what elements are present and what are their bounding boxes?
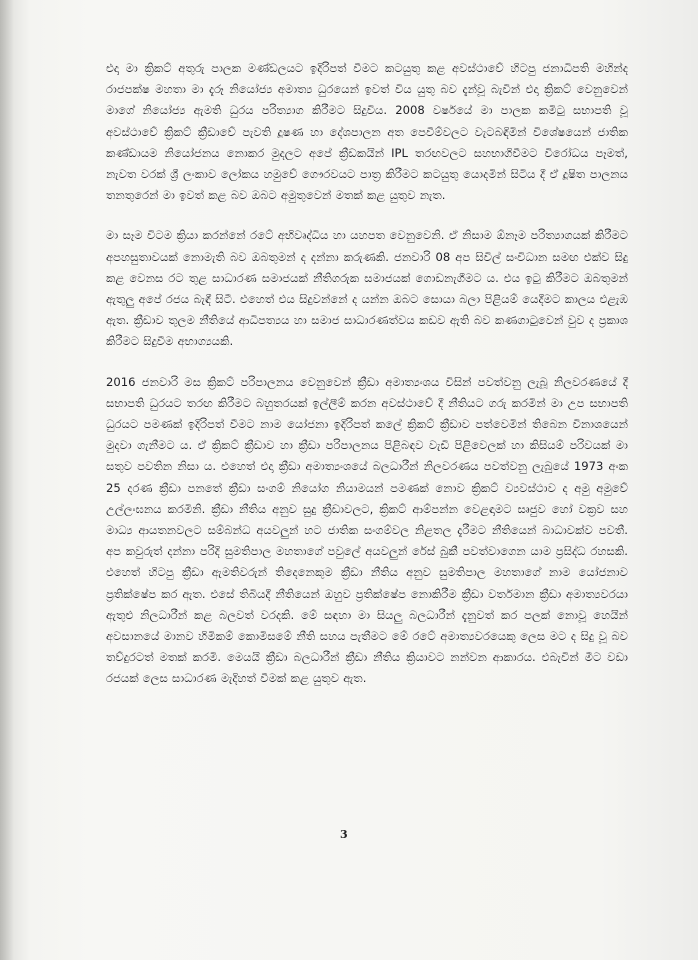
- paragraph-1: එදා මා ක්‍රිකට් අතුරු පාලක මණ්ඩලයට ඉදිරිපත් වීමට කටයුතු කළ අවස්ථාවේ හිටපු ජනාධිපති මහින්ද රාජපක්ෂ මහතා මා දැරූ නියෝජ්‍ය අමාත්‍ය ධුරයෙන් ඉවත් විය යුතු බව දැන්වූ බැවින් එදා ක්‍රිකට් වෙනුවෙන් මාගේ නියෝජ්‍ය ඇමති ධුරය පරිත්‍යාග කිරීමට සිදුවිය. 2008 වර්ෂයේ මා පාලක කමිටු සභාපති වූ අවස්ථාවේ ක්‍රිකට් ක්‍රීඩාවේ පැවති දූෂණ හා දේශපාලන අත පෙවීම්වලට වැටබඳිමින් විශේෂයෙන් ජාතික කණ්ඩායම නියෝජනය නොකර මුදලට අපේ ක්‍රීඩකයින් IPL තරඟවලට සහභාගිවීමට විරෝධය පෑමත්, නැවත වරක් ශ්‍රී ලංකාව ලෝකය හමුවේ ගෞරවයට පාත්‍ර කිරීමට කටයුතු යොදමින් සිටිය දී ඒ දූෂිත පාලනය තනතුරෙන් මා ඉවත් කළ බව ඔබට අමුතුවෙන් මතක් කළ යුතුව නැත.: [106, 61, 628, 203]
- paragraph-3: 2016 ජනවාරි මස ක්‍රිකට් පරිපාලනය වෙනුවෙන් ක්‍රීඩා අමාත්‍යංශය විසින් පවත්වනු ලැබූ නිලවරණයේ දී සභාපති ධුරයට තරඟ කිරීමට බහුතරයක් ඉල්ලීම් කරන අවස්ථාවේ දී නීතියට ගරු කරමින් මා උප සභාපති ධුරයට පමණක් ඉදිරිපත් වීමට නාම යෝජනා ඉදිරිපත් කලේ ක්‍රිකට් ක්‍රීඩාව පත්වෙමින් තිබෙන විනාශයෙන් මුදවා ගැනීමට ය. ඒ ක්‍රිකට් ක්‍රීඩාව හා ක්‍රීඩා පරිපාලනය පිළිබඳව වැඩි පිළිවෙලක් හා කිසියම් පරිවයක් මා සතුව පවතින නිසා ය. එහෙත් එදා ක්‍රීඩා අමාත්‍යංශයේ බලධාරීන් නිලවරණය පවත්වනු ලැබුයේ 1973 අංක 25 දරණ ක්‍රීඩා පනතේ ක්‍රීඩා සංගම් නියෝග නියාමයන් පමණක් නොව ක්‍රිකට් ව්‍යවස්ථාව ද අමු අමුවේ උල්ලංඝනය කරමිනි. ක්‍රීඩා නීතිය අනුව සුදු ක්‍රීඩාවලට, ක්‍රිකට් ආම්පන්න වෙළඳාමට සෘජුව හෝ වක්‍රව සහ මාධ්‍ය ආයතනවලට සම්බන්ධ අයවලුන් හට ජාතික සංගම්වල නිළතල දැරීමට නීතියෙන් බාධාවක්ව පවතී. අප කවුරුත් දන්නා පරිදි සුමතිපාල මහතාගේ පවුලේ අයවලුන් රේස් බුකී පවත්වාගෙන යාම ප්‍රසිද්ධ රහසකි. එහෙත් හිටපු ක්‍රීඩා ඇමතිවරුන් තිදෙනෙකුම ක්‍රීඩා නීතිය අනුව සුමතිපාල මහතාගේ නාම යෝජනාව ප්‍රතික්ෂේප කර ඇත. එසේ තිබියදී නීතියෙන් ඔහුව ප්‍රතික්ෂේප නොකිරීම ක්‍රීඩා වර්තමාන ක්‍රීඩා අමාත්‍යවරයා ඇතුළු නිලධාරීන් කළ බලවත් වරදකි. මේ සඳහා මා සියලු බලධාරීන් දැනුවත් කර පලක් නොවූ හෙයින් අවසානයේ මානව හිමිකම් කොමිසමේ නීති සහය පැතීමට මේ රටේ අමාත්‍යවරයෙකු ලෙස මට ද සිදු වූ බව තව්දුරටත් මතක් කරමි. මෙයයි ක්‍රීඩා බලධාරීන් ක්‍රීඩා නීතිය ක්‍රියාවට නන්වන ආකාරය. එබැවින් මීට වඩා රජයක් ලෙස සාධාරණ මැදිහත් වීමක් කළ යුතුව ඇත.: [106, 374, 628, 686]
- paragraph-2: මා සෑම විටම ක්‍රියා කරන්නේ රටේ අභිවෘද්ධිය හා යහපත වෙනුවෙනි. ඒ නිසාම ඕනෑම පරිත්‍යාගයක් කිරීමට අපහසුතාවයක් නොමැති බව ඔබතුමන් ද දන්නා කරුණකි. ජනවාරි 08 අප සිවිල් සංවිධාන සමඟ එක්ව සිදු කළ වෙනස රට තුළ සාධාරණ සමාජයක් නීතිගරුක සමාජයක් ගොඩනැගීමට ය. එය ඉටු කිරීමට ඔබතුමන් ඇතුලු අපේ රජය බැඳී සිටී. එහෙත් එය සිදුවන්නේ ද යන්න ඔබට සොයා බලා පිළියම් යෙදීමට කාලය එළැඹ ඇත. ක්‍රීඩාව තුලම නීතියේ ආධිපත්‍යය හා සමාජ සාධාරණත්වය කඩව ඇති බව කණගාටුවෙන් වුව ද ප්‍රකාශ කිරීමට සිදුවීම අභාග්‍යයකි.: [106, 228, 628, 349]
- page-number: 3: [340, 828, 348, 841]
- page-edge-shadow: [0, 0, 14, 960]
- letter-body: [106, 58, 628, 690]
